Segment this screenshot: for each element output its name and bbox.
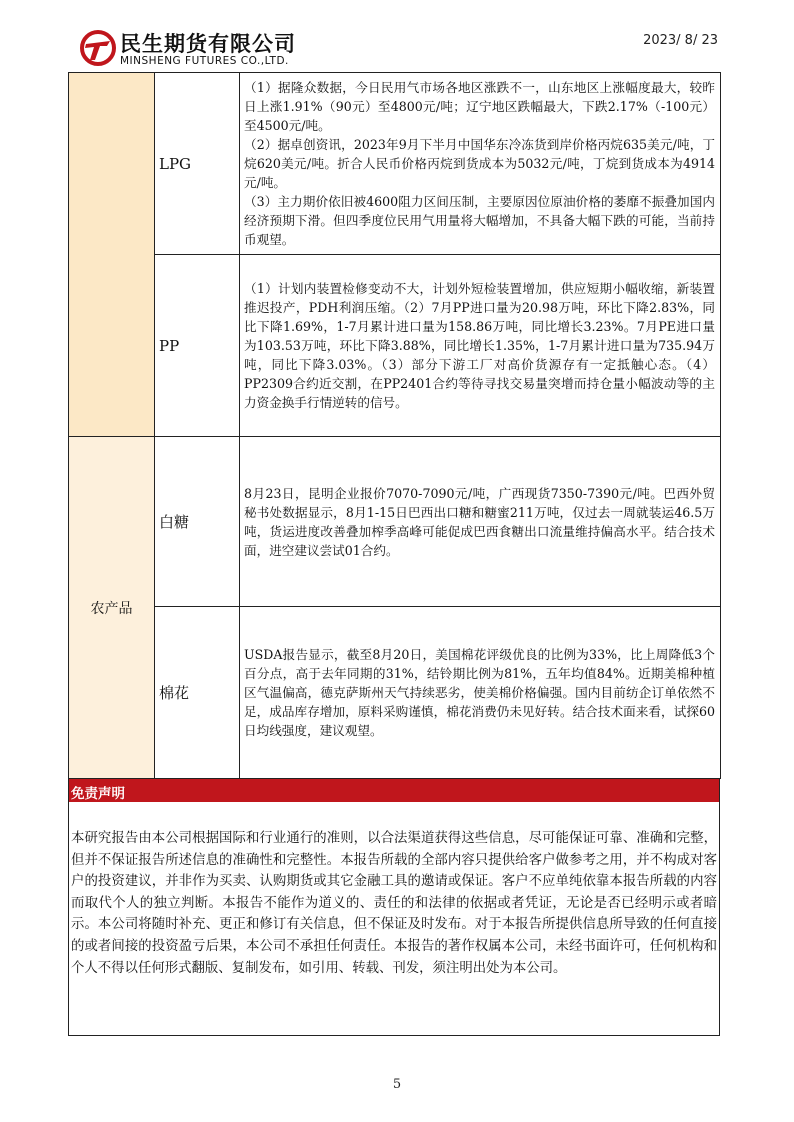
- commodity-text-pp: （1）计划内装置检修变动不大，计划外短检装置增加，供应短期小幅收缩，新装置推迟投产，PDH利润压缩。（2）7月PP进口量为20.98万吨，环比下降2.83%，同比下降1.69%，1-7月累计进口量为158.86万吨，同比增长3.23%。7月PE进口量为103.53万吨，环比下降3.88%，同比增长1.35%，1-7月累计进口量为735.94万吨，同比下降3.03%。（3）部分下游工厂对高价货源存有一定抵触心态。（4）PP2309合约近交割，在PP2401合约等待寻找交易量突增而持仓量小幅波动等的主力资金换手行情逆转的信号。: [240, 255, 721, 437]
- lpg-paragraph-2: （2）据卓创资讯，2023年9月下半月中国华东冷冻货到岸价格丙烷635美元/吨，丁烷620美元/吨。折合人民币价格丙烷到货成本为5032元/吨，丁烷到货成本为4914元/吨。: [244, 137, 715, 190]
- commodity-name-cotton: 棉花: [155, 607, 240, 779]
- table-row-pp: [69, 255, 721, 437]
- category-cell-agri: 农产品: [69, 437, 155, 779]
- commodity-text-sugar: 8月23日，昆明企业报价7070-7090元/吨，广西现货7350-7390元/吨。巴西外贸秘书处数据显示，8月1-15日巴西出口糖和糖蜜211万吨，仅过去一周就装运46.5万吨，货运进度改善叠加榨季高峰可能促成巴西食糖出口流量维持偏高水平。结合技术面，进空建议尝试01合约。: [240, 437, 721, 607]
- company-name-cn: 民生期货有限公司: [120, 32, 296, 56]
- disclaimer-title: 免责声明: [71, 786, 125, 802]
- disclaimer-text: 本研究报告由本公司根据国际和行业通行的准则，以合法渠道获得这些信息，尽可能保证可靠、准确和完整，但并不保证报告所述信息的准确性和完整性。本报告所载的全部内容只提供给客户做参考之用，并不构成对客户的投资建议，并非作为买卖、认购期货或其它金融工具的邀请或保证。客户不应单纯依靠本报告所载的内容而取代个人的独立判断。本报告不能作为道义的、责任的和法律的依据或者凭证，无论是否已经明示或者暗示。本公司将随时补充、更正和修订有关信息，但不保证及时发布。对于本报告所提供信息所导致的任何直接的或者间接的投资盈亏后果，本公司不承担任何责任。本报告的著作权属本公司，未经书面许可，任何机构和个人不得以任何形式翻版、复制发布，如引用、转载、刊发，须注明出处为本公司。: [71, 831, 717, 976]
- company-logo: [80, 26, 310, 70]
- lpg-paragraph-1: （1）据隆众数据，今日民用气市场各地区涨跌不一，山东地区上涨幅度最大，较昨日上涨1.91%（90元）至4800元/吨；辽宁地区跌幅最大，下跌2.17%（-100元）至4500元/吨。: [244, 80, 715, 133]
- company-name-en: MINSHENG FUTURES CO.,LTD.: [120, 55, 289, 67]
- commodity-text-cotton: USDA报告显示，截至8月20日，美国棉花评级优良的比例为33%，比上周降低3个百分点，高于去年同期的31%，结铃期比例为81%，五年均值84%。近期美棉种植区气温偏高，德克萨斯州天气持续恶劣，使美棉价格偏强。国内目前纺企订单依然不足，成品库存增加，原料采购谨慎，棉花消费仍未见好转。结合技术面来看，试探60日均线强度，建议观望。: [240, 607, 721, 779]
- commodity-text-lpg: [240, 73, 721, 255]
- commodity-name-lpg: LPG: [155, 73, 240, 255]
- report-date: 2023/ 8/ 23: [643, 33, 718, 48]
- commodity-name-pp: PP: [155, 255, 240, 437]
- disclaimer-title-bar: [69, 779, 719, 802]
- lpg-paragraph-3: （3）主力期价依旧被4600阻力区间压制，主要原因位原油价格的萎靡不振叠加国内经济预期下滑。但四季度位民用气用量将大幅增加，不具备大幅下跌的可能，当前持币观望。: [244, 194, 715, 247]
- page-number: 5: [392, 1077, 402, 1092]
- minsheng-logo-icon: [80, 30, 116, 66]
- commodity-table: [68, 72, 721, 779]
- page-header: [0, 0, 794, 70]
- table-row-cotton: [69, 607, 721, 779]
- commodity-name-sugar: 白糖: [155, 437, 240, 607]
- category-cell-energy: [69, 73, 155, 437]
- disclaimer-box: [68, 779, 720, 1036]
- table-row-sugar: [69, 437, 721, 607]
- table-row-lpg: [69, 73, 721, 255]
